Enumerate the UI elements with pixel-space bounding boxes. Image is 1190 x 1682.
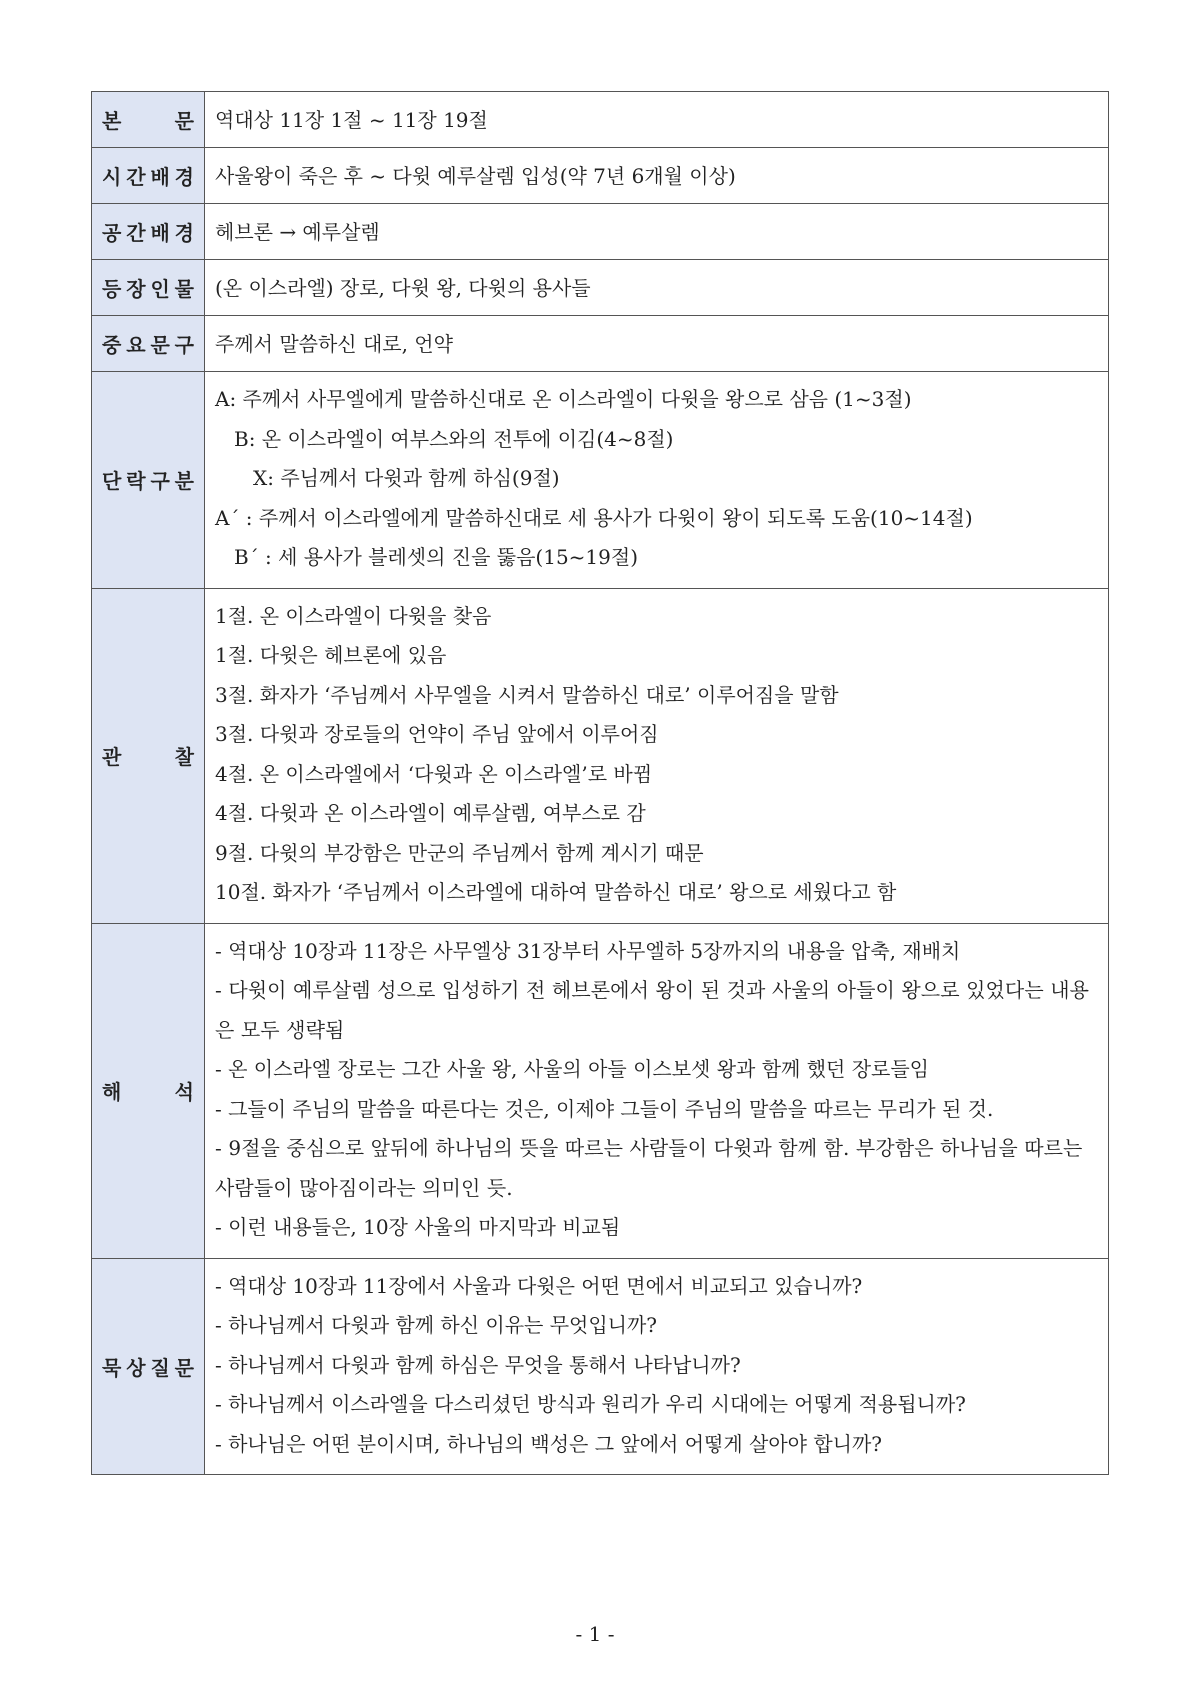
- value-time-background: 사울왕이 죽은 후 ~ 다윗 예루살렘 입성(약 7년 6개월 이상): [205, 148, 1109, 204]
- label-char: 해: [102, 1080, 122, 1104]
- meditation-line: - 하나님은 어떤 분이시며, 하나님의 백성은 그 앞에서 어떻게 살아야 합니까?: [215, 1431, 883, 1456]
- label-char: 문: [174, 1355, 194, 1380]
- label-structure: [92, 372, 205, 589]
- label-char: 문: [150, 333, 170, 357]
- label-char: 석: [174, 1080, 194, 1104]
- value-meditation-questions: [205, 1258, 1109, 1475]
- label-char: 락: [126, 469, 146, 494]
- interpretation-line: - 다윗이 예루살렘 성으로 입성하기 전 헤브론에서 왕이 된 것과 사울의 아들이 왕으로 있었다는 내용은 모두 생략됨: [215, 978, 1090, 1042]
- observation-line: 4절. 온 이스라엘에서 ‘다윗과 온 이스라엘’로 바뀜: [215, 761, 653, 786]
- label-char: 경: [174, 221, 194, 245]
- meditation-line: - 역대상 10장과 11장에서 사울과 다윗은 어떤 면에서 비교되고 있습니까?: [215, 1273, 863, 1298]
- label-observation: [92, 588, 205, 923]
- label-key-phrase: [92, 316, 205, 372]
- value-observation: [205, 588, 1109, 923]
- row-key-phrase: [92, 316, 1109, 372]
- interpretation-line: - 역대상 10장과 11장은 사무엘상 31장부터 사무엘하 5장까지의 내용을 압축, 재배치: [215, 938, 961, 963]
- label-char: 등: [102, 277, 122, 301]
- interpretation-line: - 온 이스라엘 장로는 그간 사울 왕, 사울의 아들 이스보셋 왕과 함께 했던 장로들임: [215, 1057, 930, 1081]
- label-char: 찰: [174, 745, 194, 769]
- label-interpretation: [92, 923, 205, 1258]
- value-characters: (온 이스라엘) 장로, 다윗 왕, 다윗의 용사들: [205, 260, 1109, 316]
- label-char: 간: [126, 221, 146, 245]
- structure-line: B: 온 이스라엘이 여부스와의 전투에 이김(4~8절): [234, 426, 674, 451]
- interpretation-line: - 9절을 중심으로 앞뒤에 하나님의 뜻을 따르는 사람들이 다윗과 함께 함. 부강함은 하나님을 따르는 사람들이 많아짐이라는 의미인 듯.: [215, 1136, 1083, 1200]
- structure-line: X: 주님께서 다윗과 함께 하심(9절): [253, 466, 560, 490]
- label-char: 경: [174, 165, 194, 189]
- label-char: 시: [102, 165, 122, 189]
- observation-line: 3절. 다윗과 장로들의 언약이 주님 앞에서 이루어짐: [215, 722, 659, 746]
- label-char: 상: [126, 1355, 146, 1380]
- label-char: 단: [102, 469, 122, 494]
- label-place-background: [92, 204, 205, 260]
- value-interpretation: [205, 923, 1109, 1258]
- label-char: 관: [102, 745, 122, 769]
- value-text-passage: 역대상 11장 1절 ~ 11장 19절: [205, 92, 1109, 148]
- observation-line: 9절. 다윗의 부강함은 만군의 주님께서 함께 계시기 때문: [215, 840, 704, 865]
- value-key-phrase: 주께서 말씀하신 대로, 언약: [205, 316, 1109, 372]
- label-char: 배: [150, 221, 170, 245]
- label-char: 물: [174, 277, 194, 301]
- observation-line: 4절. 다윗과 온 이스라엘이 예루살렘, 여부스로 감: [215, 801, 646, 825]
- label-time-background: [92, 148, 205, 204]
- structure-line: A´ : 주께서 이스라엘에게 말씀하신대로 세 용사가 다윗이 왕이 되도록 도움(10~14절): [215, 505, 973, 530]
- row-meditation: [92, 1258, 1109, 1475]
- row-characters: [92, 260, 1109, 316]
- label-char: 질: [150, 1355, 170, 1380]
- label-text-passage: [92, 92, 205, 148]
- observation-line: 1절. 다윗은 헤브론에 있음: [215, 643, 447, 667]
- observation-line: 10절. 화자가 ‘주님께서 이스라엘에 대하여 말씀하신 대로’ 왕으로 세웠다고 함: [215, 880, 897, 904]
- label-char: 본: [102, 109, 122, 133]
- row-observation: [92, 588, 1109, 923]
- value-structure: [205, 372, 1109, 589]
- bible-study-table: [91, 91, 1109, 1475]
- observation-line: 3절. 화자가 ‘주님께서 사무엘을 시켜서 말씀하신 대로’ 이루어짐을 말함: [215, 682, 839, 707]
- label-char: 분: [174, 469, 194, 494]
- row-text: [92, 92, 1109, 148]
- row-place: [92, 204, 1109, 260]
- meditation-line: - 하나님께서 이스라엘을 다스리셨던 방식과 원리가 우리 시대에는 어떻게 적용됩니까?: [215, 1392, 966, 1416]
- label-char: 장: [126, 277, 146, 301]
- label-char: 중: [102, 333, 122, 357]
- label-char: 인: [150, 277, 170, 301]
- row-structure: [92, 372, 1109, 589]
- interpretation-line: - 그들이 주님의 말씀을 따른다는 것은, 이제야 그들이 주님의 말씀을 따르는 무리가 된 것.: [215, 1096, 994, 1121]
- structure-line: A: 주께서 사무엘에게 말씀하신대로 온 이스라엘이 다윗을 왕으로 삼음 (1~3절): [215, 387, 912, 411]
- page-number: - 1 -: [575, 1622, 615, 1646]
- label-char: 묵: [102, 1355, 122, 1380]
- meditation-line: - 하나님께서 다윗과 함께 하신 이유는 무엇입니까?: [215, 1313, 658, 1337]
- label-char: 구: [174, 333, 194, 357]
- label-char: 간: [126, 165, 146, 189]
- label-char: 배: [150, 165, 170, 189]
- label-characters: [92, 260, 205, 316]
- structure-line: B´ : 세 용사가 블레셋의 진을 뚫음(15~19절): [234, 545, 639, 569]
- label-char: 구: [150, 469, 170, 494]
- row-time: [92, 148, 1109, 204]
- label-char: 요: [126, 333, 146, 357]
- label-char: 문: [174, 109, 194, 133]
- label-meditation-questions: [92, 1258, 205, 1475]
- row-interpretation: [92, 923, 1109, 1258]
- label-char: 공: [102, 221, 122, 245]
- value-place-background: 헤브론 → 예루살렘: [205, 204, 1109, 260]
- interpretation-line: - 이런 내용들은, 10장 사울의 마지막과 비교됨: [215, 1215, 621, 1239]
- meditation-line: - 하나님께서 다윗과 함께 하심은 무엇을 통해서 나타납니까?: [215, 1352, 741, 1377]
- observation-line: 1절. 온 이스라엘이 다윗을 찾음: [215, 603, 492, 628]
